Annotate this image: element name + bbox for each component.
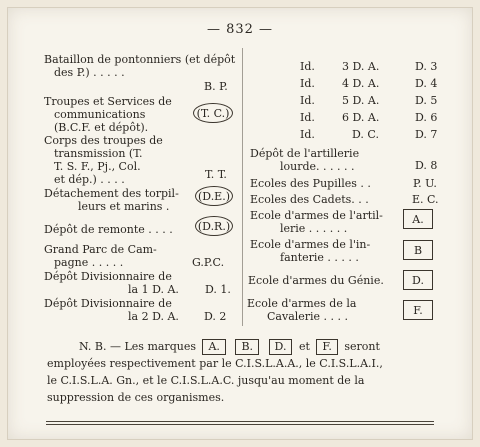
nota-bene: [47, 338, 437, 406]
bottom-rule: [46, 424, 434, 425]
note-line-2: employées respectivement par le C.I.S.L.A.A., le C.I.S.L.A.I.,: [47, 357, 383, 370]
mark-box-d: D.: [403, 270, 433, 290]
entry-artillerie-lourde: [250, 147, 400, 173]
entry-pupilles: [250, 177, 400, 190]
entry-line: Cavalerie . . . .: [267, 310, 349, 323]
note-line-3: le C.I.S.L.A. Gn., et le C.I.S.L.A.C. jusqu'au moment de la: [47, 374, 365, 387]
entry-line: et dép.) . . . .: [54, 173, 125, 186]
id-code: D. 5: [415, 94, 438, 107]
code-ec: E. C.: [412, 193, 439, 206]
id-code: D. 3: [415, 60, 438, 73]
note-prefix: N. B. — Les marques: [79, 340, 196, 353]
entry-line: Détachement des torpil-: [44, 187, 179, 200]
id-label: Id.: [300, 111, 315, 124]
id-middle: 4 D. A.: [342, 77, 380, 90]
id-code: D. 7: [415, 128, 438, 141]
entry-line: Ecoles des Pupilles . .: [250, 177, 371, 190]
entry-line: Ecole d'armes de l'artil-: [250, 209, 383, 222]
id-middle: 3 D. A.: [342, 60, 380, 73]
entry-ecole-infanterie: [250, 238, 400, 264]
entry-line: Dépôt de remonte . . . .: [44, 223, 173, 236]
entry-line: lerie . . . . . .: [280, 222, 348, 235]
id-label: Id.: [300, 128, 315, 141]
entry-line: Dépôt Divisionnaire de: [44, 270, 172, 283]
code-d8: D. 8: [415, 159, 438, 172]
note-line-4: suppression de ces organismes.: [47, 391, 225, 404]
note-mark-d: D.: [269, 339, 293, 355]
code-dr: (D.R.): [195, 216, 233, 236]
note-suffix: seront: [344, 340, 380, 353]
entry-line: leurs et marins .: [78, 200, 170, 213]
id-label: Id.: [300, 60, 315, 73]
note-mark-b: B.: [235, 339, 259, 355]
entry-ecole-genie: [248, 274, 398, 287]
entry-line: fanterie . . . . .: [280, 251, 359, 264]
entry-ecole-cavalerie: [247, 297, 397, 323]
entry-line: communications: [54, 108, 146, 121]
note-and: et: [298, 340, 310, 353]
code-tc: (T. C.): [193, 103, 233, 123]
id-label: Id.: [300, 77, 315, 90]
entry-line: Ecole d'armes de la: [247, 297, 357, 310]
column-divider: [242, 48, 243, 326]
id-middle: 5 D. A.: [342, 94, 380, 107]
entry-line: des P.) . . . . .: [54, 66, 125, 79]
bottom-rule: [46, 421, 434, 422]
entry-bataillon: [44, 53, 236, 79]
mark-box-b: B: [403, 240, 433, 260]
code-tt: T. T.: [205, 168, 227, 181]
code-d1: D. 1.: [205, 283, 231, 296]
entry-line: T. S. F., Pj., Col.: [54, 160, 141, 173]
entry-line: Grand Parc de Cam-: [44, 243, 157, 256]
id-label: Id.: [300, 94, 315, 107]
code-gpc: G.P.C.: [192, 256, 225, 269]
page-number: — 832 —: [206, 22, 274, 37]
id-code: D. 6: [415, 111, 438, 124]
entry-line: la 1 D. A.: [128, 283, 179, 296]
entry-line: Bataillon de pontonniers (et dépôt: [44, 53, 236, 66]
code-bp: B. P.: [204, 80, 228, 93]
code-de: (D.E.): [195, 186, 233, 206]
entry-depot-div-1: [44, 270, 194, 296]
entry-detachement: [44, 187, 194, 213]
entry-line: Corps des troupes de: [44, 134, 163, 147]
id-middle: 6 D. A.: [342, 111, 380, 124]
id-middle: D. C.: [352, 128, 379, 141]
entry-line: Ecoles des Cadets. . .: [250, 193, 369, 206]
entry-line: (B.C.F. et dépôt).: [54, 121, 149, 134]
note-mark-f: F.: [316, 339, 337, 355]
code-d2: D. 2: [204, 310, 227, 323]
entry-grandparc: [44, 243, 194, 269]
entry-depot-div-2: [44, 297, 194, 323]
entry-ecole-artillerie: [250, 209, 400, 235]
entry-line: Ecole d'armes du Génie.: [248, 274, 384, 287]
entry-remonte: [44, 223, 194, 236]
note-line-1: [47, 338, 437, 355]
entry-corps: [44, 134, 194, 186]
entry-line: Dépôt Divisionnaire de: [44, 297, 172, 310]
entry-line: lourde. . . . . .: [280, 160, 355, 173]
entry-line: pagne . . . . .: [54, 256, 124, 269]
id-code: D. 4: [415, 77, 438, 90]
mark-box-f: F.: [403, 300, 433, 320]
entry-line: Dépôt de l'artillerie: [250, 147, 360, 160]
entry-cadets: [250, 193, 400, 206]
code-pu: P. U.: [413, 177, 437, 190]
mark-box-a: A.: [403, 209, 433, 229]
entry-line: Ecole d'armes de l'in-: [250, 238, 371, 251]
entry-troupes: [44, 95, 194, 134]
entry-line: Troupes et Services de: [44, 95, 172, 108]
entry-line: la 2 D. A.: [128, 310, 179, 323]
entry-line: transmission (T.: [54, 147, 143, 160]
note-mark-a: A.: [202, 339, 225, 355]
